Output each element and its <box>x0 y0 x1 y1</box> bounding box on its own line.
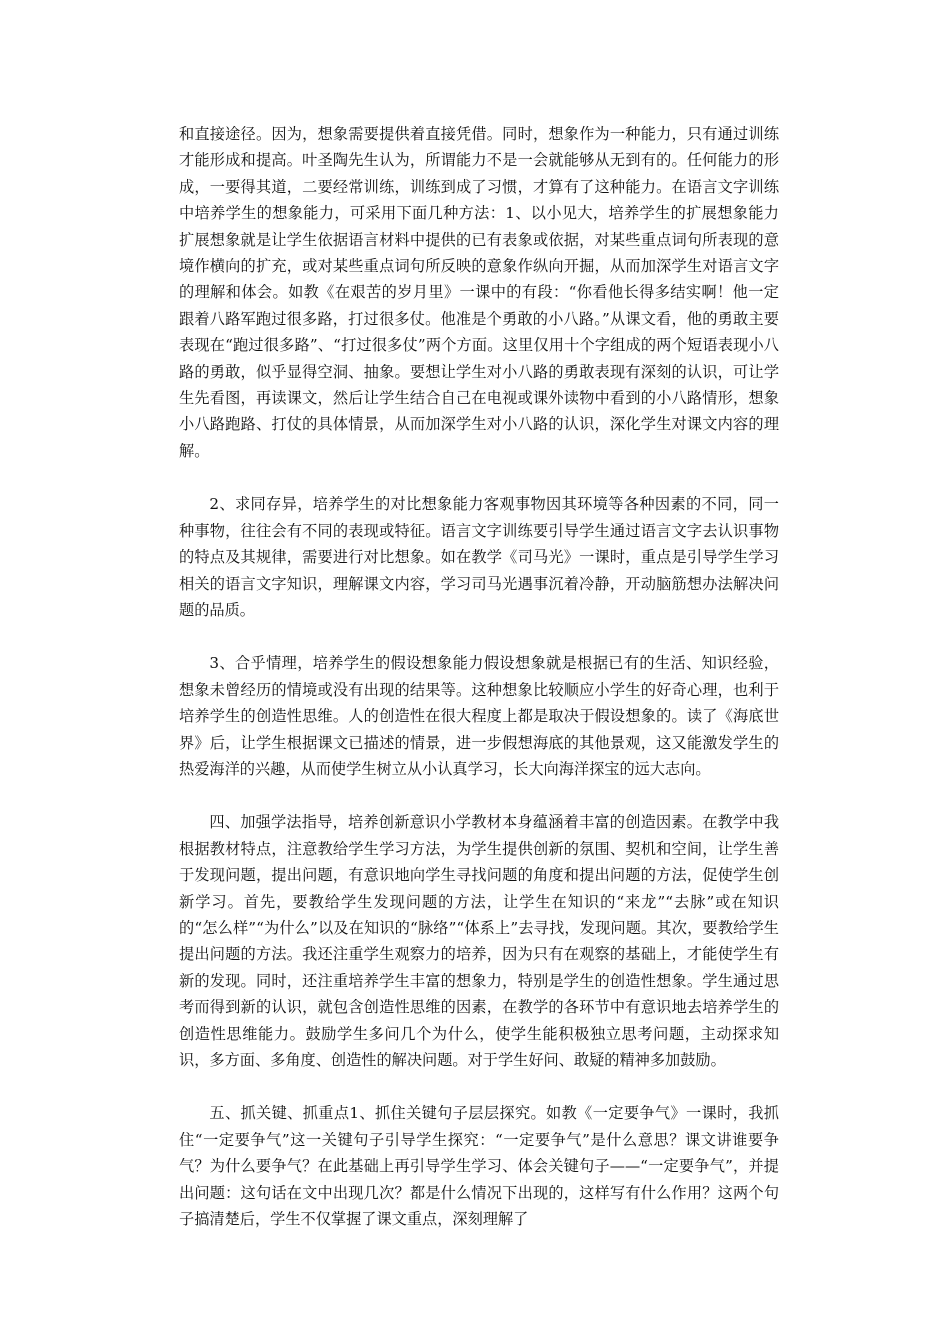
paragraph-contrast-imagination: 2、求同存异，培养学生的对比想象能力客观事物因其环境等各种因素的不同，同一种事物，往往会有不同的表现或特征。语言文字训练要引导学生通过语言文字去认识事物的特点及其规律，需要进行对比想象。如在教学《司马光》一课时，重点是引导学生学习相关的语言文字知识，理解课文内容，学习司马光遇事沉着冷静，开动脑筋想办法解决问题的品质。 <box>179 495 779 619</box>
paragraph-hypothetical-imagination: 3、合乎情理，培养学生的假设想象能力假设想象就是根据已有的生活、知识经验，想象未曾经历的情境或没有出现的结果等。这种想象比较顺应小学生的好奇心理，也利于培养学生的创造性思维。人的创造性在很大程度上都是取决于假设想象的。读了《海底世界》后，让学生根据课文已描述的情景，进一步假想海底的其他景观，这又能激发学生的热爱海洋的兴趣，从而使学生树立从小认真学习，长大向海洋探宝的远大志向。 <box>179 654 779 778</box>
document-body <box>179 121 779 1259</box>
paragraph-imagination-methods: 和直接途径。因为，想象需要提供着直接凭借。同时，想象作为一种能力，只有通过训练才能形成和提高。叶圣陶先生认为，所谓能力不是一会就能够从无到有的。任何能力的形成，一要得其道，二要经常训练，训练到成了习惯，才算有了这种能力。在语言文字训练中培养学生的想象能力，可采用下面几种方法：1、以小见大，培养学生的扩展想象能力扩展想象就是让学生依据语言材料中提供的已有表象或依据，对某些重点词句所表现的意境作横向的扩充，或对某些重点词句所反映的意象作纵向开掘，从而加深学生对语言文字的理解和体会。如教《在艰苦的岁月里》一课中的有段：“你看他长得多结实啊！他一定跟着八路军跑过很多路，打过很多仗。他准是个勇敢的小八路。”从课文看，他的勇敢主要表现在“跑过很多路”、“打过很多仗”两个方面。这里仅用十个字组成的两个短语表现小八路的勇敢，似乎显得空洞、抽象。要想让学生对小八路的勇敢表现有深刻的认识，可让学生先看图，再读课文，然后让学生结合自己在电视或课外读物中看到的小八路情形，想象小八路跑路、打仗的具体情景，从而加深学生对小八路的认识，深化学生对课文内容的理解。 <box>179 125 779 460</box>
paragraph-study-method-guidance: 四、加强学法指导，培养创新意识小学教材本身蕴涵着丰富的创造因素。在教学中我根据教材特点，注意教给学生学习方法，为学生提供创新的氛围、契机和空间，让学生善于发现问题，提出问题，有意识地向学生寻找问题的角度和提出问题的方法，促使学生创新学习。首先，要教给学生发现问题的方法，让学生在知识的“来龙”“去脉”或在知识的“怎么样”“为什么”以及在知识的“脉络”“体系上”去寻找，发现问题。其次，要教给学生提出问题的方法。我还注重学生观察力的培养，因为只有在观察的基础上，才能使学生有新的发现。同时，还注重培养学生丰富的想象力，特别是学生的创造性想象。学生通过思考而得到新的认识，就包含创造性思维的因素，在教学的各环节中有意识地去培养学生的创造性思维能力。鼓励学生多问几个为什么，使学生能积极独立思考问题，主动探求知识，多方面、多角度、创造性的解决问题。对于学生好问、敢疑的精神多加鼓励。 <box>179 813 779 1069</box>
paragraph-key-points: 五、抓关键、抓重点1、抓住关键句子层层探究。如教《一定要争气》一课时，我抓住“一定要争气”这一关键句子引导学生探究：“一定要争气”是什么意思？课文讲谁要争气？为什么要争气？在此基础上再引导学生学习、体会关键句子——“一定要争气”，并提出问题：这句话在文中出现几次？都是什么情况下出现的，这样写有什么作用？这两个句子搞清楚后，学生不仅掌握了课文重点，深刻理解了 <box>179 1104 779 1229</box>
